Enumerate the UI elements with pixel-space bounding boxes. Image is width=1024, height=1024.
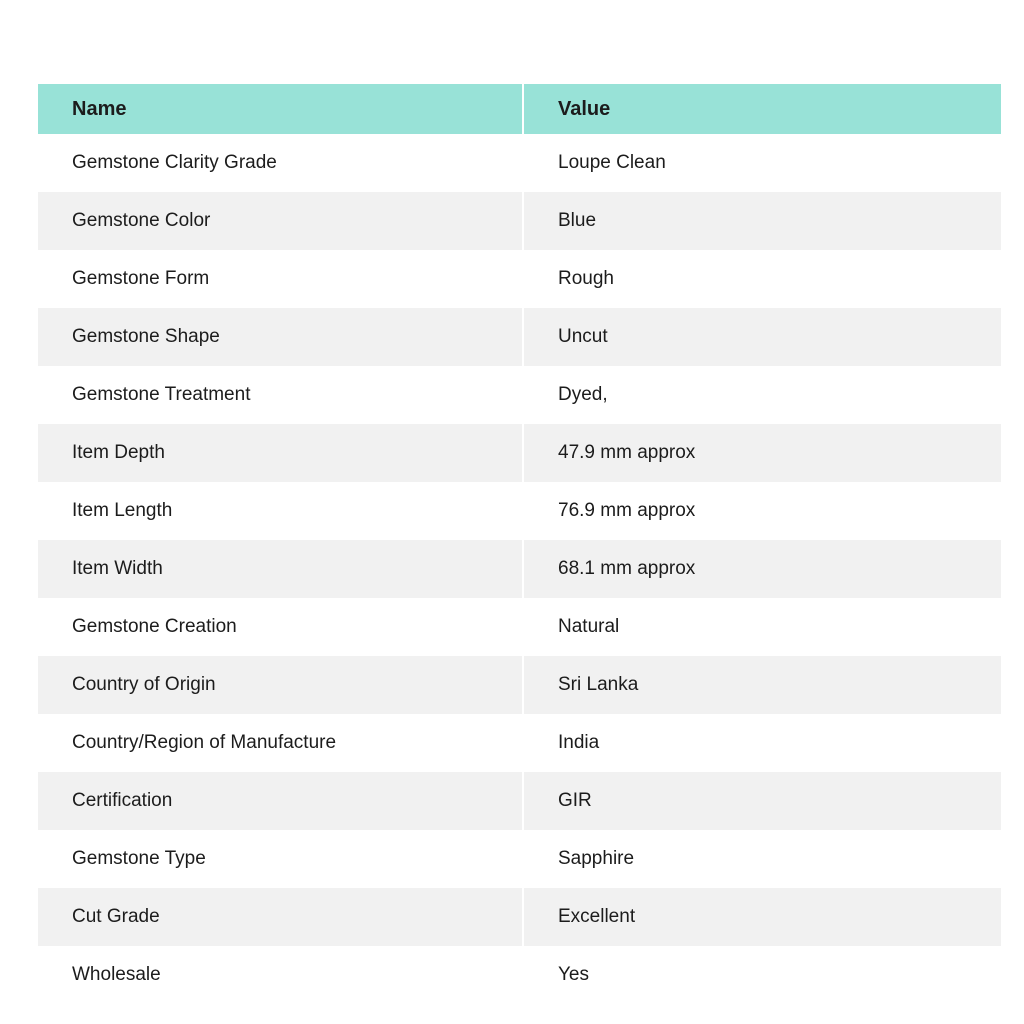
spec-name: Country/Region of Manufacture [72,732,337,753]
table-row [38,772,1001,830]
item-specifics-table [38,84,1001,1004]
spec-value: Excellent [523,888,1001,946]
spec-value: Uncut [523,308,1001,366]
table-row [38,714,1001,772]
spec-name: Item Length [72,500,173,521]
spec-name: Gemstone Shape [38,308,523,366]
spec-value: GIR [523,772,1001,830]
column-header-value: Value [523,84,1001,134]
spec-name: Certification [38,772,523,830]
spec-value: Rough [523,250,1001,308]
spec-name: Wholesale [72,964,161,985]
table-body [38,134,1001,1004]
spec-value: India [523,714,1001,772]
spec-value: Yes [523,946,1001,1004]
spec-value: Loupe Clean [523,134,1001,192]
spec-name: Item Width [38,540,523,598]
table-header-row [38,84,1001,134]
table-row [38,192,1001,250]
column-header-name: Name [38,84,523,134]
spec-value: Natural [523,598,1001,656]
spec-value: 68.1 mm approx [523,540,1001,598]
spec-name: Gemstone Type [72,848,206,869]
table-row [38,656,1001,714]
spec-value: Blue [523,192,1001,250]
table-row [38,250,1001,308]
table-row [38,366,1001,424]
spec-name: Gemstone Color [38,192,523,250]
table-row [38,134,1001,192]
table-row [38,946,1001,1004]
spec-name: Cut Grade [38,888,523,946]
table-row [38,598,1001,656]
table-row [38,888,1001,946]
spec-value: Dyed, [523,366,1001,424]
spec-name: Item Depth [38,424,523,482]
spec-value: 47.9 mm approx [523,424,1001,482]
table-row [38,540,1001,598]
table-row [38,830,1001,888]
spec-value: 76.9 mm approx [523,482,1001,540]
table-row [38,424,1001,482]
table-row [38,482,1001,540]
spec-name: Gemstone Clarity Grade [72,152,277,173]
spec-name: Gemstone Form [72,268,210,289]
table-row [38,308,1001,366]
spec-name: Gemstone Treatment [72,384,251,405]
spec-value: Sri Lanka [523,656,1001,714]
spec-name: Gemstone Creation [72,616,237,637]
spec-name: Country of Origin [38,656,523,714]
spec-value: Sapphire [523,830,1001,888]
